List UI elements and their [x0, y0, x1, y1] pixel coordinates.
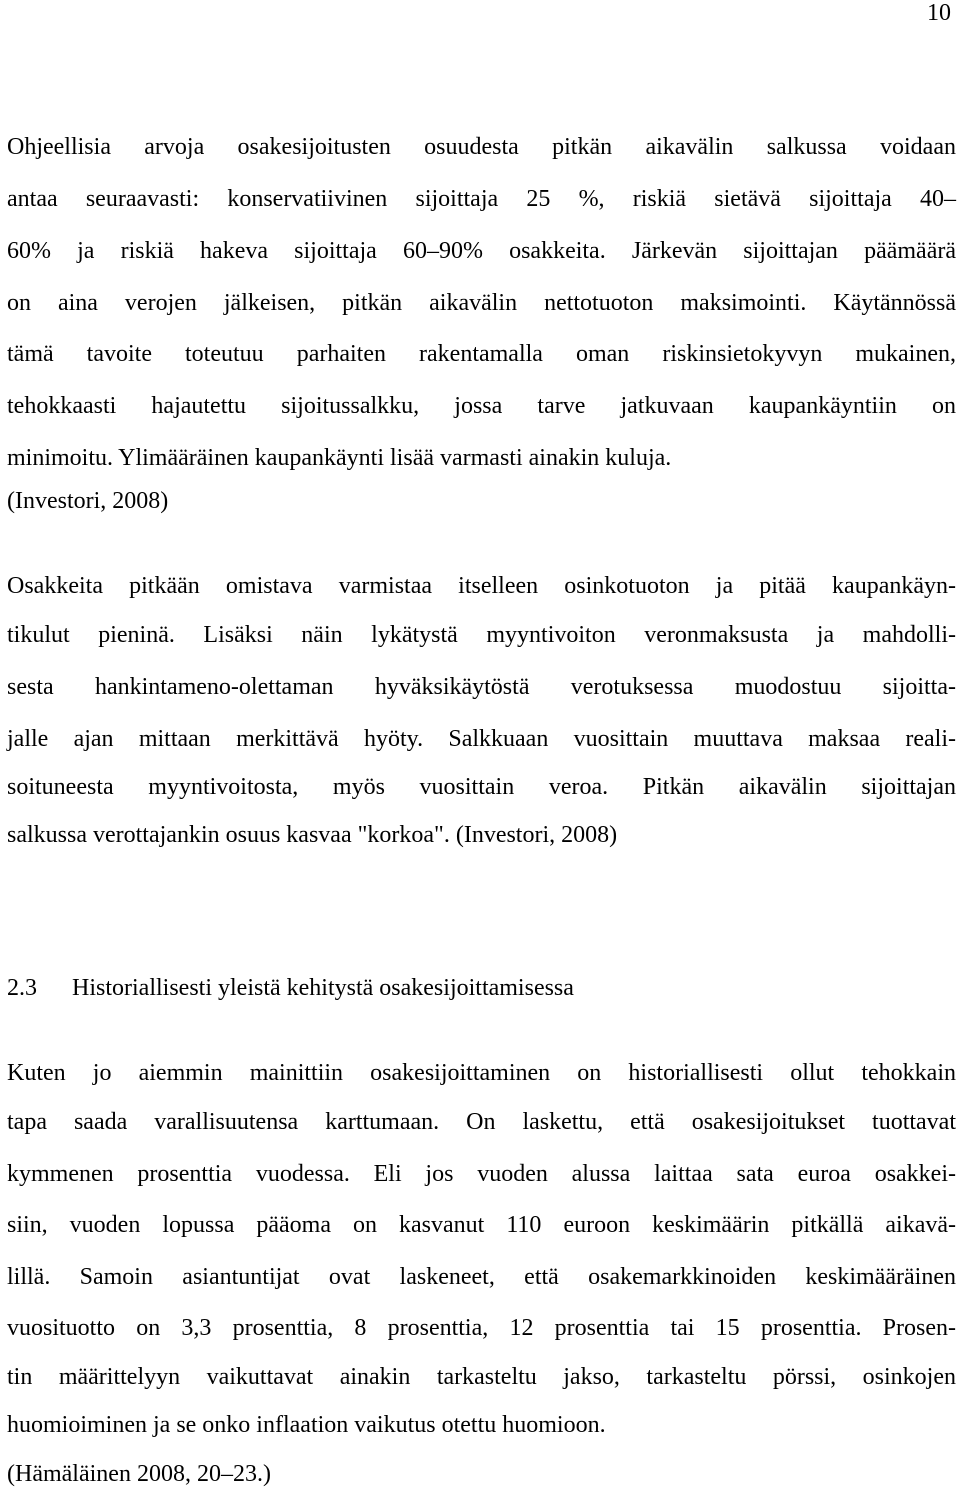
text-line: antaa seuraavasti: konservatiivinen sijoittaja 25 %, riskiä sietävä sijoittaja 40– [7, 186, 956, 212]
citation: (Hämäläinen 2008, 20–23.) [7, 1461, 271, 1487]
text-line: sesta hankintameno-olettaman hyväksikäytöstä verotuksessa muodostuu sijoitta- [7, 674, 956, 700]
text-line: salkussa verottajankin osuus kasvaa "korkoa". (Investori, 2008) [7, 822, 618, 848]
text-line: tikulut pieninä. Lisäksi näin lykätystä myyntivoiton veronmaksusta ja mahdolli- [7, 622, 956, 648]
text-line: siin, vuoden lopussa pääoma on kasvanut 110 euroon keskimäärin pitkällä aikavä- [7, 1212, 956, 1238]
section-title: Historiallisesti yleistä kehitystä osakesijoittamisessa [72, 975, 574, 1001]
citation: (Investori, 2008) [7, 488, 169, 514]
page-number: 10 [927, 0, 951, 26]
text-line: on aina verojen jälkeisen, pitkän aikavälin nettotuoton maksimointi. Käytännössä [7, 290, 956, 316]
text-line: kymmenen prosenttia vuodessa. Eli jos vuoden alussa laittaa sata euroa osakkei- [7, 1161, 956, 1187]
text-line: minimoitu. Ylimääräinen kaupankäynti lisää varmasti ainakin kuluja. [7, 445, 672, 471]
text-line: soituneesta myyntivoitosta, myös vuosittain veroa. Pitkän aikavälin sijoittajan [7, 774, 956, 800]
text-line: tehokkaasti hajautettu sijoitussalkku, jossa tarve jatkuvaan kaupankäyntiin on [7, 393, 956, 419]
text-line: Osakkeita pitkään omistava varmistaa itselleen osinkotuoton ja pitää kaupankäyn- [7, 573, 956, 599]
section-number: 2.3 [7, 975, 37, 1001]
text-line: Kuten jo aiemmin mainittiin osakesijoittaminen on historiallisesti ollut tehokkain [7, 1060, 956, 1086]
text-line: Ohjeellisia arvoja osakesijoitusten osuudesta pitkän aikavälin salkussa voidaan [7, 134, 956, 160]
text-line: jalle ajan mittaan merkittävä hyöty. Salkkuaan vuosittain muuttava maksaa reali- [7, 726, 956, 752]
text-line: tapa saada varallisuutensa karttumaan. On laskettu, että osakesijoitukset tuottavat [7, 1109, 956, 1135]
text-line: vuosituotto on 3,3 prosenttia, 8 prosenttia, 12 prosenttia tai 15 prosenttia. Prosen- [7, 1315, 956, 1341]
text-line: huomioiminen ja se onko inflaation vaikutus otettu huomioon. [7, 1412, 606, 1438]
text-line: tin määrittelyyn vaikuttavat ainakin tarkasteltu jakso, tarkasteltu pörssi, osinkojen [7, 1364, 956, 1390]
text-line: lillä. Samoin asiantuntijat ovat laskeneet, että osakemarkkinoiden keskimääräinen [7, 1264, 956, 1290]
text-line: tämä tavoite toteutuu parhaiten rakentamalla oman riskinsietokyvyn mukainen, [7, 341, 956, 367]
text-line: 60% ja riskiä hakeva sijoittaja 60–90% osakkeita. Järkevän sijoittajan päämäärä [7, 238, 956, 264]
